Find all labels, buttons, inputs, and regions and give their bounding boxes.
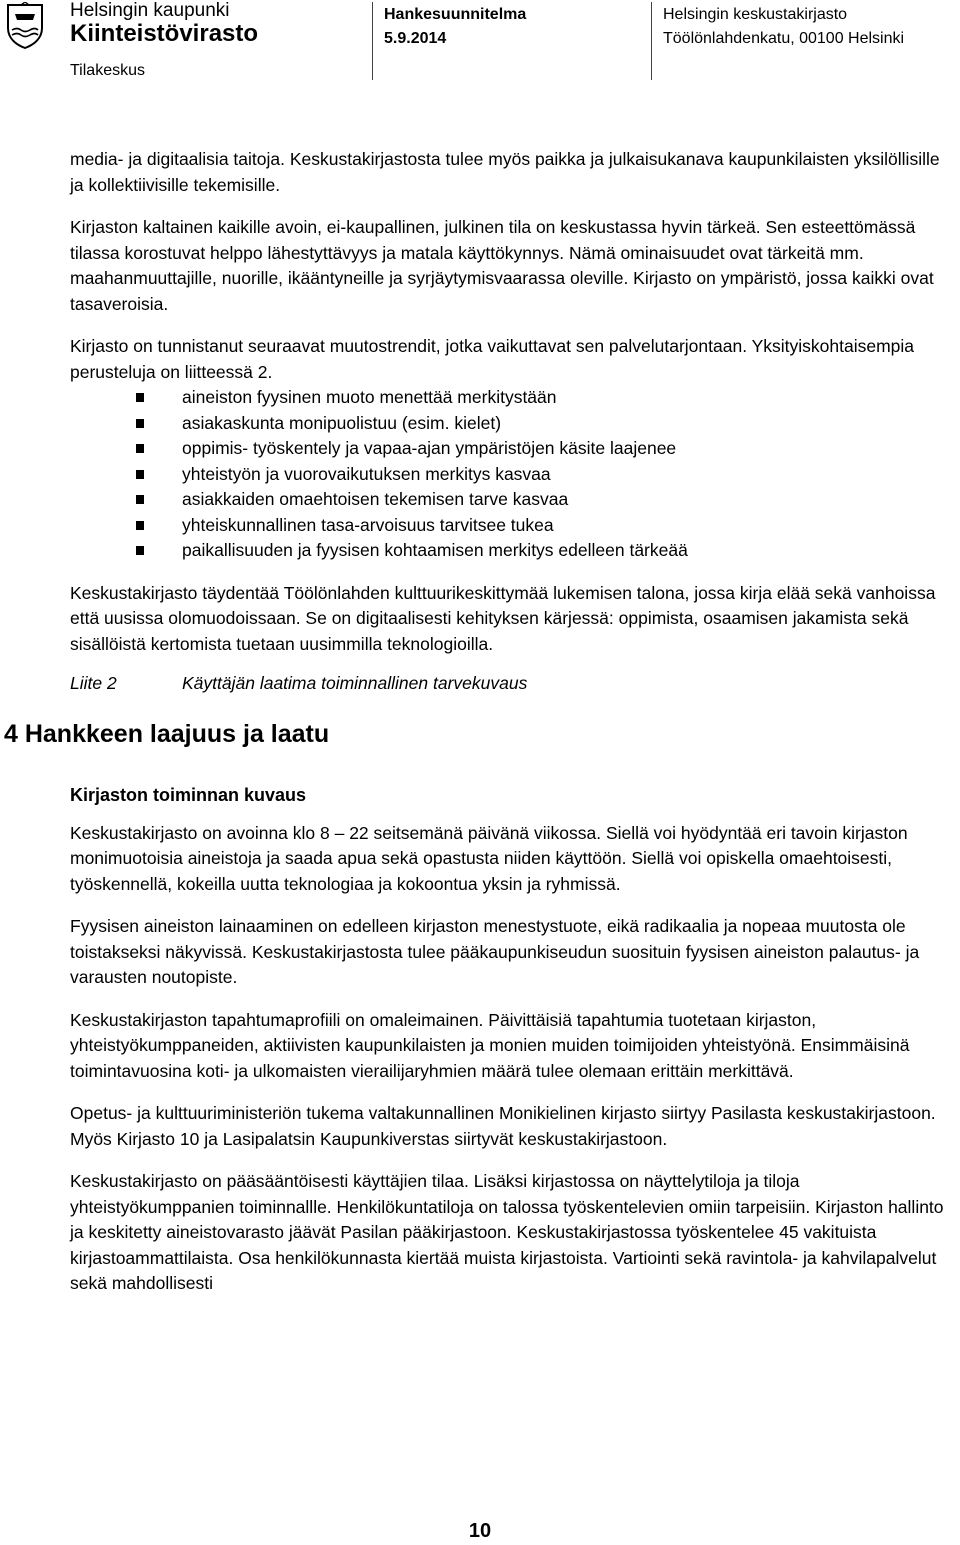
list-item: asiakaskunta monipuolistuu (esim. kielet) [70, 411, 956, 437]
document-date: 5.9.2014 [384, 30, 447, 47]
helsinki-crest-icon [4, 2, 64, 50]
paragraph: Opetus- ja kulttuuriministeriön tukema valtakunnallinen Monikielinen kirjasto siirtyy Pasilasta keskustakirjastoon. Myös Kirjasto 10 ja Lasipalatsin Kaupunkiverstas siirtyvät keskustakirjastoon. [70, 1103, 936, 1149]
paragraph: Keskustakirjasto täydentää Töölönlahden kulttuurikeskittymää lukemisen talona, jossa kirja elää sekä vanhoissa että uusissa olomuodoissaan. Se on digitaalisesti kehityksen kärjessä: oppimista, osaamisen jakamista sekä sisällöistä kertomista tuetaan uusimmilla teknologioilla. [70, 582, 936, 654]
list-item: yhteiskunnallinen tasa-arvoisuus tarvitsee tukea [70, 513, 956, 539]
list-item: oppimis- työskentely ja vapaa-ajan ympäristöjen käsite laajenee [70, 436, 956, 462]
appendix-title: Käyttäjän laatima toiminnallinen tarvekuvaus [182, 673, 528, 693]
paragraph: Fyysisen aineiston lainaaminen on edelleen kirjaston menestystuote, eikä radikaalia ja nopeaa muutosta ole toistakseksi näkyvissä. Keskustakirjastosta tulee pääkaupunkiseudun suosituin fyysisen aineiston palautus- ja varausten noutopiste. [70, 916, 920, 987]
project-address: Töölönlahdenkatu, 00100 Helsinki [663, 30, 905, 47]
paragraph: media- ja digitaalisia taitoja. Keskustakirjastosta tulee myös paikka ja julkaisukanava kaupunkilaisten yksilöllisille ja kollektiivisille tekemisille. [70, 149, 940, 195]
paragraph: Keskustakirjasto on pääsääntöisesti käyttäjien tilaa. Lisäksi kirjastossa on näyttelytiloja ja tiloja yhteistyökumppanien toiminnallle. Henkilökuntatiloja on talossa työskentelevien omiin tarpeisiin. Kirjaston hallinto ja keskitetty aineistovarasto jäävät Pasilan pääkirjastoon. Keskustakirjastossa työskentelee 45 vakituista kirjastoammattilaista. Osa henkilökunnasta kiertää muista kirjastoista. Vartiointi sekä ravintola- ja kahvilapalvelut sekä mahdollisesti [70, 1171, 944, 1293]
list-item: yhteistyön ja vuorovaikutuksen merkitys kasvaa [70, 462, 956, 488]
subunit-name: Tilakeskus [70, 62, 145, 79]
trend-list [70, 385, 956, 564]
list-item: paikallisuuden ja fyysisen kohtaamisen merkitys edelleen tärkeää [70, 538, 956, 564]
page-number: 10 [468, 1520, 492, 1542]
document-body [4, 147, 956, 1297]
page-header [0, 0, 960, 86]
paragraph: Kirjaston kaltainen kaikille avoin, ei-kaupallinen, julkinen tila on keskustassa hyvin tärkeä. Sen esteettömässä tilassa korostuvat helppo lähestyttävyys ja matala käyttökynnys. Nämä ominaisuudet ovat tärkeitä mm. maahanmuuttajille, nuorille, ikääntyneille ja syrjäytymisvaarassa oleville. Kirjasto on ympäristö, jossa kaikki ovat tasaveroisia. [70, 217, 934, 314]
project-name: Helsingin keskustakirjasto [663, 6, 848, 23]
header-divider [651, 2, 652, 80]
appendix-reference [70, 671, 956, 697]
appendix-label: Liite 2 [70, 673, 117, 693]
document-type: Hankesuunnitelma [384, 6, 527, 23]
city-name: Helsingin kaupunki [70, 0, 230, 21]
paragraph: Kirjasto on tunnistanut seuraavat muutostrendit, jotka vaikuttavat sen palvelutarjontaan. Yksityiskohtaisempia perusteluja on liitteessä 2. [70, 336, 915, 382]
department-name: Kiinteistövirasto [70, 20, 259, 47]
list-item: aineiston fyysinen muoto menettää merkitystään [70, 385, 956, 411]
subsection-heading: Kirjaston toiminnan kuvaus [70, 784, 307, 805]
paragraph: Keskustakirjaston tapahtumaprofiili on omaleimainen. Päivittäisiä tapahtumia tuotetaan kirjaston, yhteistyökumppaneiden, aktiivisten kaupunkilaisten ja monien muiden toimijoiden yhteistyönä. Ensimmäisinä toimintavuosina koti- ja ulkomaisten vierailijaryhmien määrä tulee olemaan erittäin merkittävä. [70, 1009, 910, 1081]
section-heading: 4 Hankkeen laajuus ja laatu [4, 719, 330, 748]
list-item: asiakkaiden omaehtoisen tekemisen tarve kasvaa [70, 487, 956, 513]
paragraph: Keskustakirjasto on avoinna klo 8 – 22 seitsemänä päivänä viikossa. Siellä voi hyödyntää eri tavoin kirjaston monimuotoisia aineistoja ja saada apua sekä opastusta niiden käyttöön. Siellä voi opiskella omaehtoisesti, työskennellä, kokeilla uutta teknologiaa ja kokoontua yksin ja ryhmissä. [70, 822, 908, 894]
header-divider [372, 2, 373, 80]
